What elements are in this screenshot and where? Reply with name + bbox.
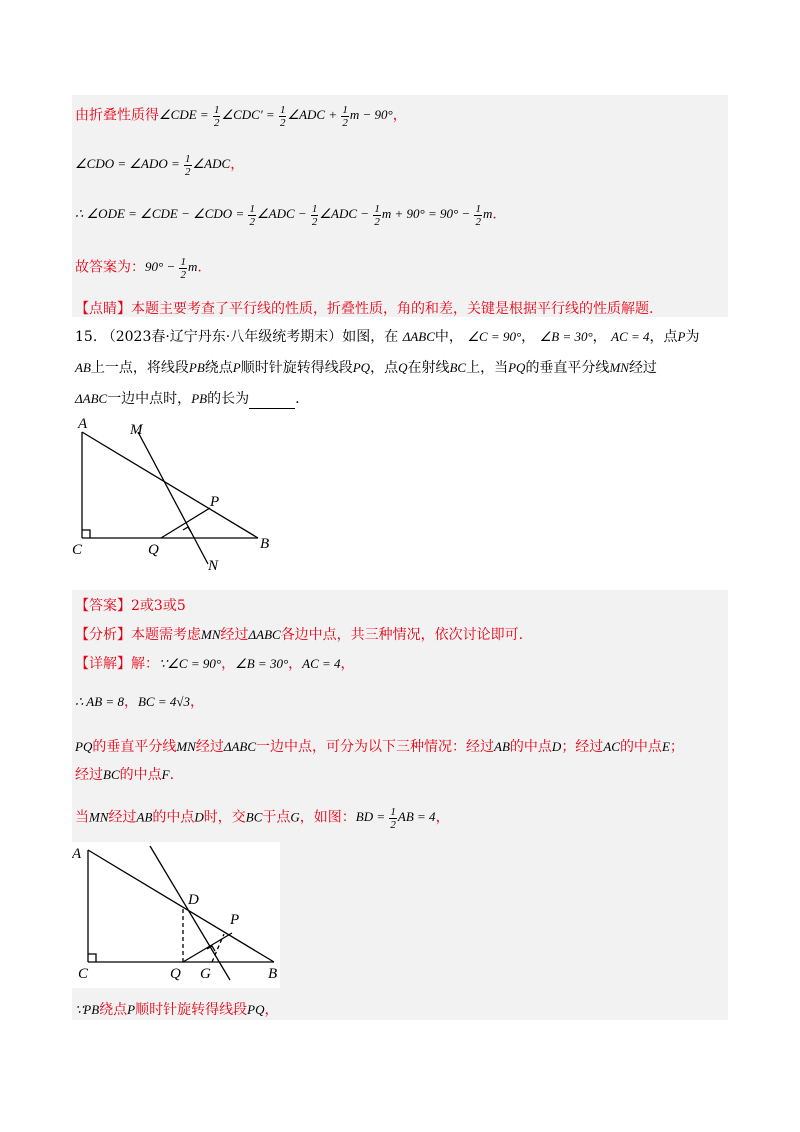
label-M: M	[130, 422, 143, 438]
label2-Q: Q	[170, 966, 181, 982]
fold-property-line: 由折叠性质得∠CDE = $\frac{1}{2}$ ∠CDC′ = $\frac{1}{2}$ ∠ADC + $\frac{1}{2}$ m − 90°，	[75, 104, 407, 129]
cases-line-2: 经过BC的中点F.	[75, 767, 175, 783]
label2-G: G	[200, 966, 211, 982]
detail-line: 【详解】解：∵∠C = 90°，∠B = 30°，AC = 4，	[75, 656, 355, 672]
label-P: P	[210, 494, 220, 510]
question-line-2: AB上一点，将线段PB绕点P顺时针旋转得线段PQ，点Q在射线BC上，当PQ的垂直平分线MN经过	[75, 360, 657, 376]
cases-line-1: PQ的垂直平分线MN经过ΔABC一边中点，可分为以下三种情况：经过AB的中点D；经过AC的中点E；	[75, 739, 684, 755]
question-figure	[70, 412, 290, 574]
answer-line: 【答案】2或3或5	[75, 598, 186, 614]
ab-bc-line: ∴ AB = 8，BC = 4√3，	[75, 694, 204, 710]
therefore-line: ∴ ∠ODE = ∠CDE − ∠CDO = $\frac{1}{2}$ ∠ADC − $\frac{1}{2}$ ∠ADC − $\frac{1}{2}$ m + 90° = 90° − $\frac{1}{2}$ m.	[75, 203, 497, 228]
label2-C: C	[78, 966, 89, 982]
label2-B: B	[268, 966, 278, 982]
prev-answer-line: 故答案为：90° − $\frac{1}{2}$ m.	[75, 256, 202, 281]
label-B: B	[260, 536, 270, 552]
analysis-line: 【分析】本题需考虑MN经过ΔABC各边中点，共三种情况，依次讨论即可.	[75, 627, 524, 643]
question-line-1: 15. （2023春·辽宁丹东·八年级统考期末）如图，在 ΔABC中， ∠C = 90°， ∠B = 30°， AC = 4，点P为	[75, 329, 700, 345]
prev-comment: 【点睛】本题主要考查了平行线的性质，折叠性质，角的和差，关键是根据平行线的性质解题.	[75, 301, 654, 317]
answer-blank	[249, 394, 295, 409]
label2-A: A	[72, 846, 82, 862]
label-A: A	[78, 416, 88, 432]
label2-D: D	[188, 892, 199, 908]
cdo-line: ∠CDO = ∠ADO = $\frac{1}{2}$ ∠ADC，	[75, 153, 245, 178]
when-line: 当MN经过AB的中点D时，交BC于点G，如图：BD = $\frac{1}{2}$ AB = 4，	[75, 806, 450, 831]
question-line-3: ΔABC一边中点时，PB的长为 .	[75, 391, 300, 407]
label-N: N	[208, 558, 219, 574]
solution-figure	[72, 842, 280, 988]
label-C: C	[72, 542, 83, 558]
rotation-line: ∵PB绕点P顺时针旋转得线段PQ，	[75, 1002, 279, 1018]
label-Q: Q	[148, 542, 159, 558]
label2-P: P	[230, 912, 240, 928]
